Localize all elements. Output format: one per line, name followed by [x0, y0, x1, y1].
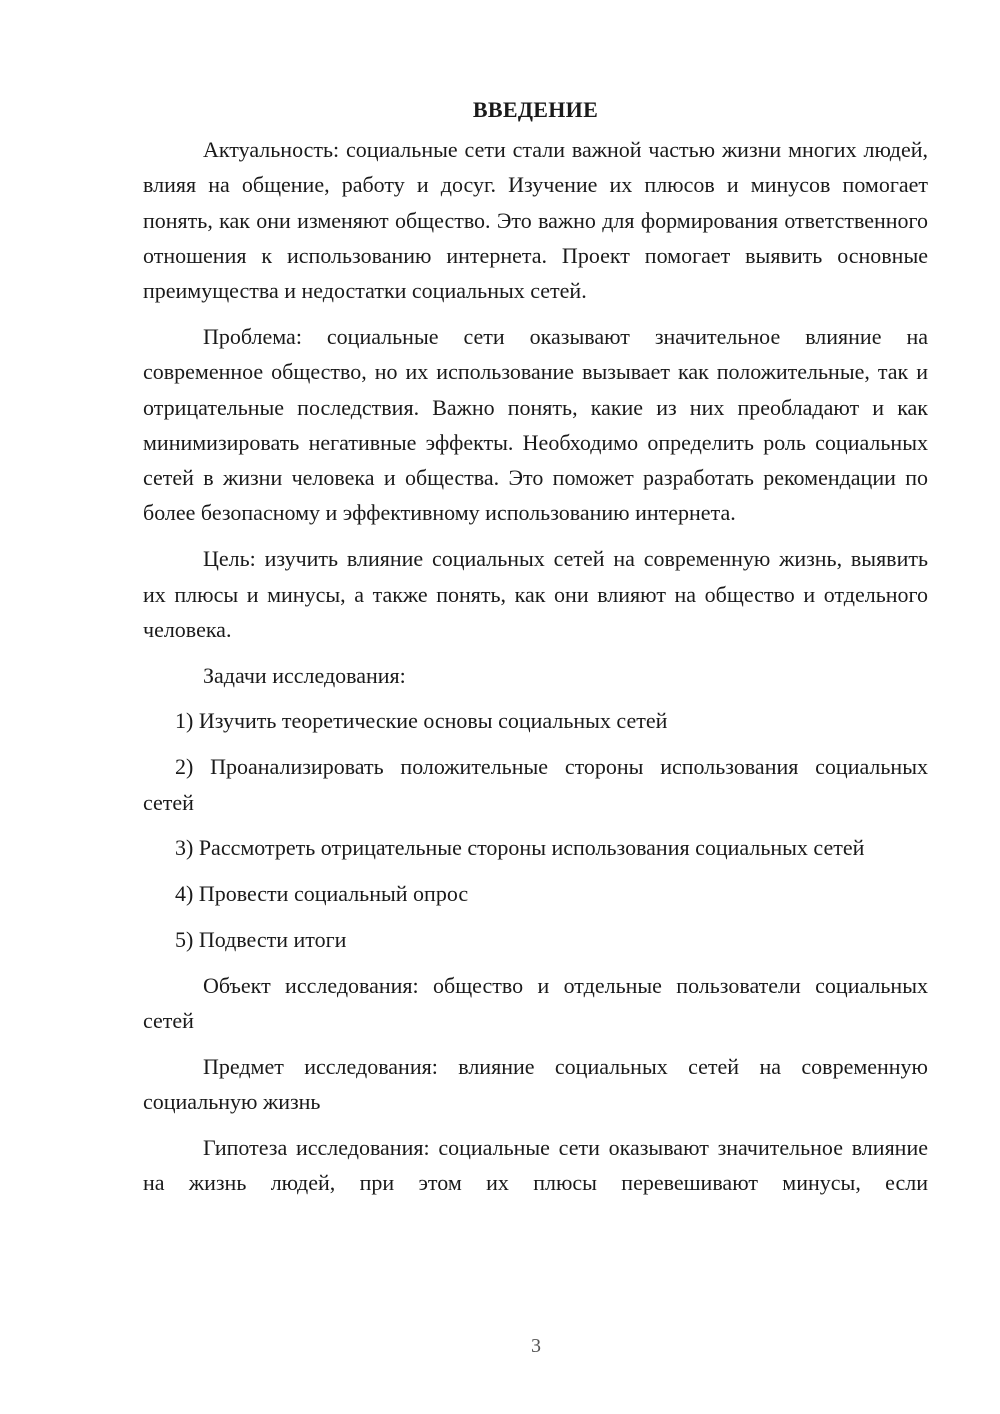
hypothesis-paragraph: Гипотеза исследования: социальные сети оказывают значительное влияние на жизнь людей, при этом их плюсы перевешивают минусы, если — [143, 1134, 928, 1196]
problem-paragraph: Проблема: социальные сети оказывают значительное влияние на современное общество, но их использование вызывает как положительные, так и отрицательные последствия. Важно понять, какие из них преобладают и как минимизировать негативные эффекты. Необходимо определить роль социальных сетей в жизни человека и общества. Это поможет разработать рекомендации по более безопасному и эффективному использованию интернета. — [143, 323, 928, 526]
task-item-1: 1) Изучить теоретические основы социальных сетей — [175, 708, 668, 734]
relevance-paragraph: Актуальность: социальные сети стали важной частью жизни многих людей, влияя на общение, работу и досуг. Изучение их плюсов и минусов помогает понять, как они изменяют общество. Это важно для формирования ответственного отношения к использованию интернета. Проект помогает выявить основные преимущества и недостатки социальных сетей. — [143, 137, 928, 304]
tasks-heading: Задачи исследования: — [203, 662, 406, 688]
subject-paragraph: Предмет исследования: влияние социальных сетей на современную социальную жизнь — [143, 1053, 928, 1115]
task-item-4: 4) Провести социальный опрос — [175, 881, 469, 907]
task-item-5: 5) Подвести итоги — [175, 926, 347, 952]
document-body — [143, 88, 928, 1211]
page-number: 3 — [531, 1335, 541, 1357]
object-paragraph: Объект исследования: общество и отдельные пользователи социальных сетей — [143, 972, 928, 1034]
goal-paragraph: Цель: изучить влияние социальных сетей на современную жизнь, выявить их плюсы и минусы, а также понять, как они влияют на общество и отдельного человека. — [143, 546, 928, 642]
task-item-2: 2) Проанализировать положительные стороны использования социальных сетей — [143, 754, 928, 815]
task-item-3: 3) Рассмотреть отрицательные стороны использования социальных сетей — [175, 835, 865, 861]
section-heading: ВВЕДЕНИЕ — [472, 97, 599, 122]
